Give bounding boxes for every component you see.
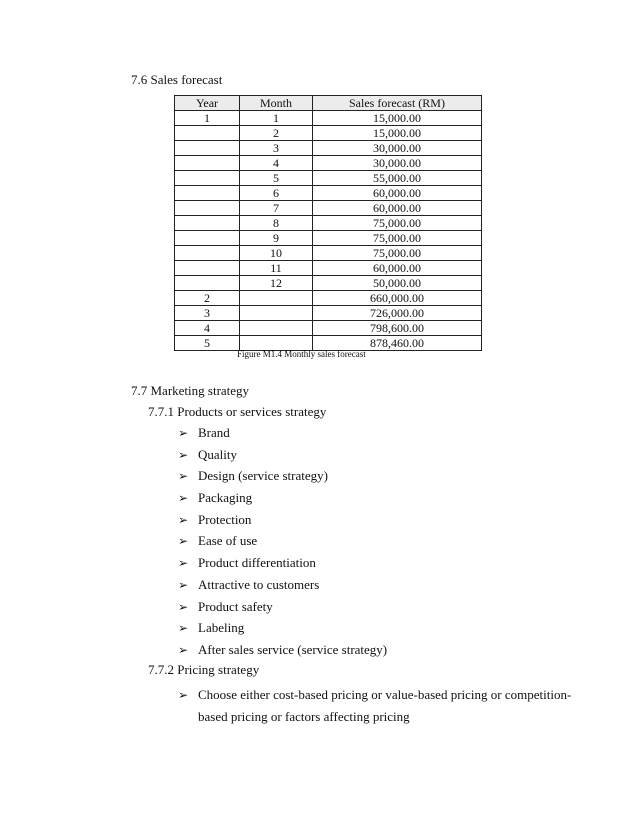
cell-sales: 75,000.00 bbox=[313, 231, 482, 246]
cell-month bbox=[240, 321, 313, 336]
table-row bbox=[175, 321, 482, 336]
arrowhead-bullet-icon: ➢ bbox=[178, 469, 189, 484]
sales-forecast-table bbox=[174, 95, 482, 351]
subsection-heading-products-services: 7.7.1 Products or services strategy bbox=[148, 404, 327, 419]
list-item-text: Choose either cost-based pricing or value-based pricing or competition-based pricing or factors affecting pricing bbox=[198, 687, 572, 724]
cell-month: 12 bbox=[240, 276, 313, 291]
list-item bbox=[178, 555, 387, 577]
cell-sales: 878,460.00 bbox=[313, 336, 482, 351]
cell-year: 5 bbox=[175, 336, 240, 351]
cell-year bbox=[175, 186, 240, 201]
table-row bbox=[175, 216, 482, 231]
header-month: Month bbox=[240, 96, 313, 111]
table-caption: Figure M1.4 Monthly sales forecast bbox=[237, 349, 366, 359]
list-item bbox=[178, 490, 387, 512]
cell-year bbox=[175, 276, 240, 291]
arrowhead-bullet-icon: ➢ bbox=[178, 621, 189, 636]
list-item-text: Labeling bbox=[198, 620, 245, 636]
list-item bbox=[178, 577, 387, 599]
table-row bbox=[175, 156, 482, 171]
cell-sales: 75,000.00 bbox=[313, 246, 482, 261]
subsection-heading-pricing: 7.7.2 Pricing strategy bbox=[148, 662, 260, 677]
table-row bbox=[175, 246, 482, 261]
cell-year bbox=[175, 126, 240, 141]
table-row bbox=[175, 186, 482, 201]
cell-year bbox=[175, 231, 240, 246]
list-item bbox=[178, 684, 578, 728]
arrowhead-bullet-icon: ➢ bbox=[178, 688, 189, 702]
list-item-text: Design (service strategy) bbox=[198, 468, 328, 484]
table-row bbox=[175, 261, 482, 276]
cell-year bbox=[175, 171, 240, 186]
list-item bbox=[178, 599, 387, 621]
arrowhead-bullet-icon: ➢ bbox=[178, 556, 189, 571]
table-row bbox=[175, 201, 482, 216]
list-item bbox=[178, 468, 387, 490]
list-item bbox=[178, 620, 387, 642]
cell-sales: 15,000.00 bbox=[313, 126, 482, 141]
list-item-text: Protection bbox=[198, 511, 252, 527]
arrowhead-bullet-icon: ➢ bbox=[178, 512, 189, 527]
cell-sales: 15,000.00 bbox=[313, 111, 482, 126]
cell-sales: 75,000.00 bbox=[313, 216, 482, 231]
cell-month: 4 bbox=[240, 156, 313, 171]
table-row bbox=[175, 276, 482, 291]
list-item-text: Packaging bbox=[198, 490, 253, 506]
list-item bbox=[178, 642, 387, 664]
list-item-text: Product differentiation bbox=[198, 555, 316, 571]
header-year: Year bbox=[175, 96, 240, 111]
products-strategy-list bbox=[178, 425, 387, 664]
table-row bbox=[175, 111, 482, 126]
cell-month: 9 bbox=[240, 231, 313, 246]
cell-year bbox=[175, 261, 240, 276]
cell-sales: 726,000.00 bbox=[313, 306, 482, 321]
cell-year bbox=[175, 201, 240, 216]
list-item bbox=[178, 533, 387, 555]
cell-year bbox=[175, 216, 240, 231]
section-heading-marketing-strategy: 7.7 Marketing strategy bbox=[131, 383, 250, 398]
arrowhead-bullet-icon: ➢ bbox=[178, 491, 189, 506]
table-row bbox=[175, 231, 482, 246]
table-header-row bbox=[175, 96, 482, 111]
cell-month: 3 bbox=[240, 141, 313, 156]
cell-year bbox=[175, 156, 240, 171]
cell-year: 4 bbox=[175, 321, 240, 336]
cell-year bbox=[175, 246, 240, 261]
list-item-text: Attractive to customers bbox=[198, 576, 320, 592]
table-row bbox=[175, 291, 482, 306]
list-item-text: Ease of use bbox=[198, 533, 258, 549]
header-sales-forecast: Sales forecast (RM) bbox=[313, 96, 482, 111]
list-item-text: After sales service (service strategy) bbox=[198, 641, 388, 657]
cell-month: 5 bbox=[240, 171, 313, 186]
list-item bbox=[178, 425, 387, 447]
cell-month: 6 bbox=[240, 186, 313, 201]
cell-month: 2 bbox=[240, 126, 313, 141]
cell-year: 1 bbox=[175, 111, 240, 126]
cell-month: 10 bbox=[240, 246, 313, 261]
cell-month: 1 bbox=[240, 111, 313, 126]
cell-sales: 30,000.00 bbox=[313, 156, 482, 171]
cell-month bbox=[240, 306, 313, 321]
cell-sales: 60,000.00 bbox=[313, 186, 482, 201]
cell-sales: 55,000.00 bbox=[313, 171, 482, 186]
cell-sales: 50,000.00 bbox=[313, 276, 482, 291]
list-item-text: Quality bbox=[198, 446, 237, 462]
cell-month: 11 bbox=[240, 261, 313, 276]
table-row bbox=[175, 306, 482, 321]
arrowhead-bullet-icon: ➢ bbox=[178, 642, 189, 657]
cell-month: 8 bbox=[240, 216, 313, 231]
cell-sales: 60,000.00 bbox=[313, 201, 482, 216]
table-row bbox=[175, 171, 482, 186]
table-row bbox=[175, 141, 482, 156]
cell-sales: 30,000.00 bbox=[313, 141, 482, 156]
cell-sales: 798,600.00 bbox=[313, 321, 482, 336]
list-item-text: Product safety bbox=[198, 598, 273, 614]
pricing-strategy-list bbox=[178, 684, 578, 728]
arrowhead-bullet-icon: ➢ bbox=[178, 426, 189, 440]
list-item bbox=[178, 512, 387, 534]
cell-sales: 660,000.00 bbox=[313, 291, 482, 306]
cell-year: 2 bbox=[175, 291, 240, 306]
table-row bbox=[175, 126, 482, 141]
section-heading-sales-forecast: 7.6 Sales forecast bbox=[131, 72, 223, 87]
cell-month bbox=[240, 291, 313, 306]
cell-year: 3 bbox=[175, 306, 240, 321]
cell-year bbox=[175, 141, 240, 156]
list-item bbox=[178, 447, 387, 469]
arrowhead-bullet-icon: ➢ bbox=[178, 447, 189, 462]
arrowhead-bullet-icon: ➢ bbox=[178, 577, 189, 592]
arrowhead-bullet-icon: ➢ bbox=[178, 599, 189, 614]
list-item-text: Brand bbox=[198, 425, 230, 440]
cell-month: 7 bbox=[240, 201, 313, 216]
arrowhead-bullet-icon: ➢ bbox=[178, 534, 189, 549]
cell-sales: 60,000.00 bbox=[313, 261, 482, 276]
